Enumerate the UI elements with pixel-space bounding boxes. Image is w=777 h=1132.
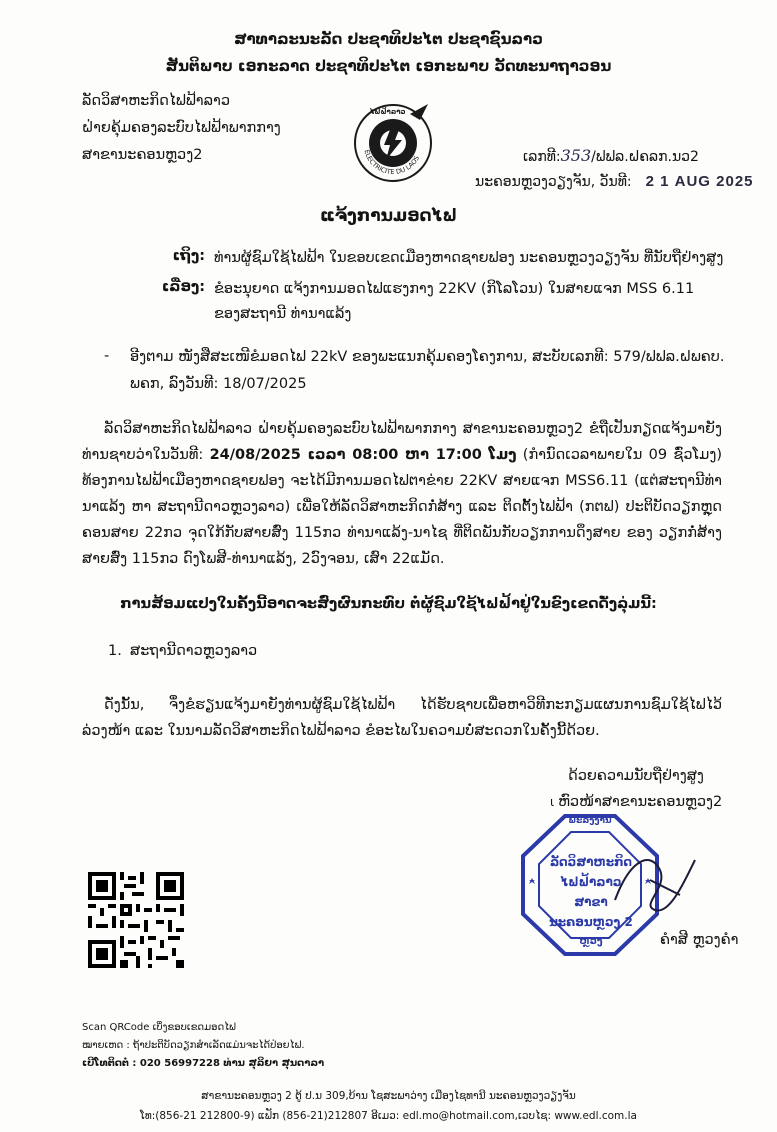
reference-place-label: ນະຄອນຫຼວງວຽງຈັນ, ວັນທີ:: [475, 174, 632, 190]
org-branch: ສາຂານະຄອນຫຼວງ2: [82, 147, 203, 163]
qr-caption-contact: ເບີໂທຕິດຕໍ່ : 020 56997228 ທ່ານ ສຸລິຍາ ສຸນດາລາ: [82, 1058, 325, 1069]
subject-line1: ຂໍອະນຸຍາດ ແຈ້ງການມອດໄຟແຮງກາງ 22KV (ກິໂລໂວນ) ໃນສາຍແຈກ MSS 6.11: [214, 281, 695, 297]
body-paragraph-1: [82, 416, 722, 572]
reference-number-suffix: /ຟຟລ.ຝຄລກ.ນວ2: [591, 149, 699, 165]
closing-position-text: ຫົວໜ້າສາຂານະຄອນຫຼວງ2: [558, 794, 723, 810]
signer-name: ຄຳສີ ຫຼວງຄຳ: [660, 932, 739, 948]
affected-item-number: 1.: [108, 643, 122, 659]
body-paragraph-3: ດັ່ງນັ້ນ, ຈຶ່ງຂໍຮຽນແຈ້ງມາຍັງທ່ານຜູ້ຊົມໃຊ້ໄຟຟ້າ ໄດ້ຮັບຊາບເພື່ອຫາວິທີກະກຽມແຜນການຊົມໃຊ້ໄຟໄວ້ລ່ວງໜ້າ ແລະ ໃນນາມລັດວິສາຫະກິດໄຟຟ້າລາວ ຂໍອະໄພໃນຄວາມບໍ່ສະດວກໃນຄັ້ງນີ້ດ້ວຍ.: [82, 697, 722, 739]
org-name: ລັດວິສາຫະກິດໄຟຟ້າລາວ: [82, 93, 231, 109]
date-stamp: 2 1 AUG 2025: [645, 173, 754, 190]
body-p1-intro: ລັດວິສາຫະກິດໄຟຟ້າລາວ ຝ່າຍຄຸ້ມຄອງລະບົບໄຟຟ້າພາກກາງ ສາຂານະຄອນຫຼວງ2 ຂໍຖືເປັນກຽດແຈ້ງມາຍັງ ທ່ານຊາບວ່າໃນວັນທີ:: [82, 421, 722, 463]
qr-caption-note: ໝາຍເຫດ : ຖ້າປະຕິບັດວຽກສຳເລັດແມ່ນຈະໄດ້ປ່ອຍໄຟ.: [82, 1040, 305, 1051]
stamp-line2: ໄຟຟ້າລາວ ສາຂາ: [560, 875, 622, 909]
footer-address: ສາຂານະຄອນຫຼວງ 2 ຕູ້ ປ.ນ 309,ບ້ານ ໂຊສະພາວ່າງ ເມືອງໄຊທານີ ນະຄອນຫຼວງວຽງຈັນ: [201, 1090, 576, 1102]
qr-code[interactable]: [84, 868, 188, 972]
page-title: ແຈ້ງການມອດໄຟ: [319, 206, 458, 226]
logo-top-text: ໄຟຟ້າລາວ: [370, 108, 406, 116]
closing-position: ɩ ຫົວໜ້າສາຂານະຄອນຫຼວງ2: [550, 794, 723, 810]
stamp-line3: ນະຄອນຫຼວງ 2: [549, 915, 633, 929]
logo-ring-text: ELECTRICITE DU LAOS: [362, 148, 422, 177]
reference-number: ເລກທີ:353/ຟຟລ.ຝຄລກ.ນວ2: [523, 146, 699, 165]
subject-label: ເລື່ອງ:: [161, 279, 205, 295]
reference-bullet: -: [104, 348, 110, 364]
reference-item: [130, 344, 730, 398]
footer-contact: ໂທ:(856-21 212800-9) ແຟັກ (856-21)212807 ອີເມວ: edl.mo@hotmail.com,ເວບໄຊ: www.edl.com.la: [140, 1110, 637, 1122]
affected-area-heading: ການສ້ອມແປງໃນຄັ້ງນີ້ອາດຈະສົ່ງຜົນກະທົບ ຕໍ່ຜູ້ຊົມໃຊ້ໄຟຟ້າຢູ່ໃນຂົງເຂດດັ່ງລຸ່ມນີ້:: [120, 596, 657, 612]
national-header-line1: ສາທາລະນະລັດ ປະຊາທິປະໄຕ ປະຊາຊົນລາວ: [234, 30, 543, 48]
reference-item-line2: ພຄກ, ລົງວັນທີ: 18/07/2025: [130, 376, 307, 392]
stamp-line1: ລັດວິສາຫະກິດ: [549, 855, 633, 869]
to-label: ເຖິງ:: [172, 248, 205, 264]
signature: [610, 840, 700, 924]
qr-caption-scan: Scan QRCode ເບິ່ງຂອບເຂດມອດໄຟ: [82, 1022, 236, 1033]
outage-datetime: 24/08/2025 ເວລາ 08:00 ຫາ 17:00 ໂມງ: [209, 447, 517, 463]
closing-respect: ດ້ວຍຄວາມນັບຖືຢ່າງສູງ: [568, 768, 704, 784]
to-text: ທ່ານຜູ້ຊົມໃຊ້ໄຟຟ້າ ໃນຂອບເຂດເມືອງຫາດຊາຍຟອງ ນະຄອນຫຼວງວຽງຈັນ ທີ່ນັບຖືຢ່າງສູງ: [214, 250, 724, 266]
stamp-top-text: ພະລັງງານ: [568, 816, 612, 826]
reference-item-line1: ອີງຕາມ ໜັງສືສະເໜີຂໍມອດໄຟ 22kV ຂອງພະແນກຄຸ້ມຄອງໂຄງການ, ສະບັບເລກທີ: 579/ຟຟລ.ຝພຄບ.: [130, 349, 725, 365]
qr-captions: [82, 1019, 324, 1073]
org-block: [82, 88, 281, 169]
affected-item-station: ສະຖານີດາວຫຼວງລາວ: [130, 643, 258, 659]
reference-number-label: ເລກທີ: [523, 149, 556, 165]
reference-number-value: 353: [560, 146, 592, 165]
national-header-line2: ສັນຕິພາບ ເອກະລາດ ປະຊາທິປະໄຕ ເອກະພາບ ວັດທະນາຖາວອນ: [165, 57, 612, 75]
subject-line2: ຂອງສະຖານີ ທ່ານາແລ້ງ: [214, 306, 352, 322]
body-p1-details: (ກຳນົດເວລາພາຍໃນ 09 ຊົ່ວໂມງ) ທ້ອງການໄຟຟ້າເມືອງຫາດຊາຍຟອງ ຈະໄດ້ມີການມອດໄຟຕາຂ່າຍ 22KV ສາຍແຈກ MSS6.11 (ແຕ່ສະຖານີທ່ານາແລ້ງ ຫາ ສະຖານີດາວຫຼວງລາວ) ເພື່ອໃຫ້ລັດວິສາຫະກິດກໍ່ສ້າງ ແລະ ຕິດຕັ້ງໄຟຟ້າ (ກຕຟ) ປະຕິບັດວຽກຫຼຸດຄອນສາຍ 22ກວ ຈຸດໃກ້ກັບສາຍສົ່ງ 115ກວ ທ່ານາແລ້ງ-ນາໄຊ ທີ່ຕິດພັນກັບວຽກການດຶງສາຍ ຂອງ ວຽກກໍ່ສ້າງສາຍສົ່ງ 115ກວ ດົງໂພສີ-ທ່ານາແລ້ງ, 2ວົງຈອນ, ເສົາ 22ແມັດ.: [82, 447, 723, 567]
edl-logo: [350, 100, 436, 186]
signature-scribble-icon: [610, 840, 700, 920]
reference-date: [475, 173, 754, 190]
qr-code-icon[interactable]: [84, 868, 188, 972]
stamp-bottom-text: ຫຼວງ: [579, 936, 603, 947]
org-department: ຝ່າຍຄຸ້ມຄອງລະບົບໄຟຟ້າພາກກາງ: [82, 120, 281, 136]
subject-text: [214, 277, 734, 327]
